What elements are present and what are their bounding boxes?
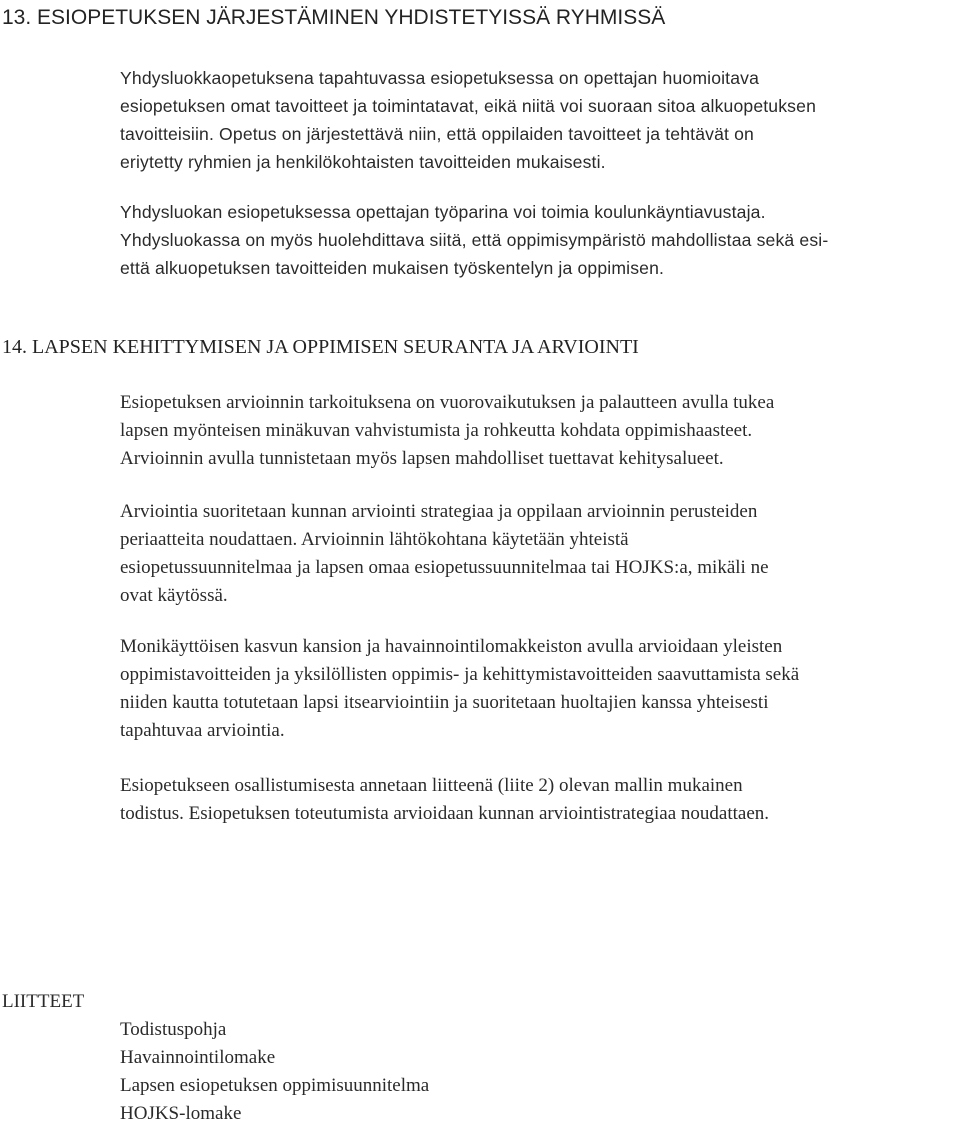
text-line: että alkuopetuksen tavoitteiden mukaisen työskentelyn ja oppimisen. xyxy=(120,258,665,278)
list-item: HOJKS-lomake xyxy=(120,1103,242,1124)
section-13-paragraph-2 xyxy=(120,198,828,282)
text-line: Arviointia suoritetaan kunnan arviointi strategiaa ja oppilaan arvioinnin perusteiden xyxy=(120,501,758,522)
section-14-paragraph-3 xyxy=(120,633,799,745)
text-line: esiopetuksen omat tavoitteet ja toimintatavat, eikä niitä voi suoraan sitoa alkuopetuksen xyxy=(120,96,817,116)
list-item: Lapsen esiopetuksen oppimisuunnitelma xyxy=(120,1075,430,1096)
text-line: oppimistavoitteiden ja yksilöllisten oppimis- ja kehittymistavoitteiden saavuttamista sekä xyxy=(120,664,800,685)
text-line: Monikäyttöisen kasvun kansion ja havainnointilomakkeiston avulla arvioidaan yleisten xyxy=(120,636,783,657)
section-14-paragraph-2 xyxy=(120,498,769,610)
text-line: Esiopetuksen arvioinnin tarkoituksena on vuorovaikutuksen ja palautteen avulla tukea xyxy=(120,392,775,413)
text-line: eriytetty ryhmien ja henkilökohtaisten tavoitteiden mukaisesti. xyxy=(120,152,606,172)
text-line: tapahtuvaa arviointia. xyxy=(120,720,285,741)
text-line: Yhdysluokkaopetuksena tapahtuvassa esiopetuksessa on opettajan huomioitava xyxy=(120,68,760,88)
text-line: periaatteita noudattaen. Arvioinnin lähtökohtana käytetään yhteistä xyxy=(120,529,629,550)
section-14-paragraph-1 xyxy=(120,389,774,473)
text-line: todistus. Esiopetuksen toteutumista arvioidaan kunnan arviointistrategiaa noudattaen. xyxy=(120,803,770,824)
text-line: Arvioinnin avulla tunnistetaan myös lapsen mahdolliset tuettavat kehitysalueet. xyxy=(120,448,724,469)
text-line: Yhdysluokan esiopetuksessa opettajan työparina voi toimia koulunkäyntiavustaja. xyxy=(120,202,766,222)
section-14-heading: 14. LAPSEN KEHITTYMISEN JA OPPIMISEN SEURANTA JA ARVIOINTI xyxy=(2,336,639,358)
text-line: esiopetussuunnitelmaa ja lapsen omaa esiopetussuunnitelmaa tai HOJKS:a, mikäli ne xyxy=(120,557,769,578)
text-line: niiden kautta totutetaan lapsi itsearviointiin ja suoritetaan huoltajien kanssa yhteisesti xyxy=(120,692,769,713)
list-item: Havainnointilomake xyxy=(120,1047,276,1068)
text-line: ovat käytössä. xyxy=(120,585,228,606)
section-13-heading: 13. ESIOPETUKSEN JÄRJESTÄMINEN YHDISTETYISSÄ RYHMISSÄ xyxy=(2,6,666,29)
text-line: Yhdysluokassa on myös huolehdittava siitä, että oppimisympäristö mahdollistaa sekä esi- xyxy=(120,230,829,250)
section-13-paragraph-1 xyxy=(120,64,816,176)
text-line: tavoitteisiin. Opetus on järjestettävä niin, että oppilaiden tavoitteet ja tehtävät on xyxy=(120,124,754,144)
appendices-title: LIITTEET xyxy=(2,991,85,1012)
text-line: lapsen myönteisen minäkuvan vahvistumista ja rohkeutta kohdata oppimishaasteet. xyxy=(120,420,753,441)
text-line: Esiopetukseen osallistumisesta annetaan liitteenä (liite 2) olevan mallin mukainen xyxy=(120,775,743,796)
appendices-list xyxy=(120,1016,429,1128)
list-item: Todistuspohja xyxy=(120,1019,227,1040)
section-14-paragraph-4 xyxy=(120,772,769,828)
